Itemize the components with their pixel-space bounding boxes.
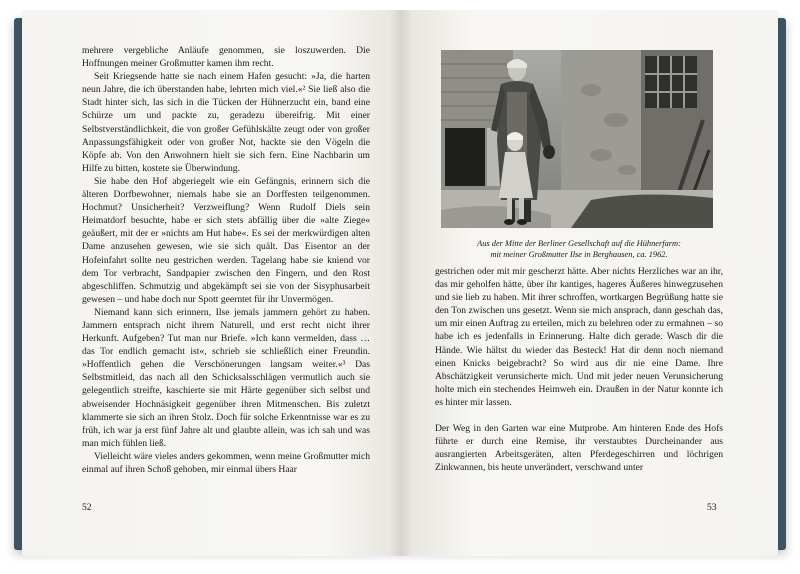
caption-line: mit meiner Großmutter Ilse in Berghausen, ca. 1962. [490, 250, 668, 259]
page-number: 52 [82, 502, 92, 513]
right-page-text [435, 265, 723, 474]
paragraph: Sie habe den Hof abgeriegelt wie ein Gefängnis, erinnern sich die älteren Dorfbewohner, niemals habe sie an Dorffesten teilgenommen. Hochmut? Unsicherheit? Verzweiflung? Wenn Rudolf Diels sein Heimatdorf besuchte, habe er sich stets abfällig über die »alte Ziege« geäußert, mit der er »nichts am Hut habe«. Es sei der merkwürdigen alten Dame anzusehen gewesen, wie sie sich quält. Das Eisentor an der Hofeinfahrt sollte neu gestrichen werden. Tagelang habe sie kniend vor dem Tor verbracht, Sandpapier zwischen den Fingern, und den Rost abgeschliffen. Schmutzig und abgekämpft sei sie von der Sisyphusarbeit gewesen – und habe doch nur Spott geerntet für ihr Unvermögen. [82, 175, 370, 305]
left-page-text [82, 44, 370, 476]
paragraph: mehrere vergebliche Anläufe genommen, sie loszuwerden. Die Hoffnungen meiner Großmutter kamen ihm recht. [82, 45, 370, 70]
paragraph: Vielleicht wäre vieles anders gekommen, wenn meine Großmutter mich einmal auf ihren Schoß gehoben, mir einmal übers Haar [82, 450, 370, 475]
paragraph: gestrichen oder mit mir gescherzt hätte. Aber nichts Herzliches war an ihr, das mir geholfen hätte, über ihr kantiges, hageres Äußeres hinwegzusehen und sie lieb zu haben. Mit ihrer schroffen, wortkargen Begrüßung hatte sie den Ton zwischen uns gesetzt. Wenn sie mich ansprach, dann geschah das, um mir einen Auftrag zu erteilen, mich zu belehren oder zu ermahnen – so habe ich es jedenfalls in Erinnerung. Halte dich gerade. Wasch dir die Hände. Wie hältst du wieder das Besteck! Hat dir denn noch niemand einen Knicks beigebracht? So wird aus dir nie eine Dame. Ihre Abschätzigkeit verunsicherte mich. Und mit jeder neuen Verunsicherung holte mich ein stechendes Heimweh ein. Draußen in der Natur konnte ich es hinter mir lassen. [435, 266, 723, 408]
open-book [14, 10, 786, 556]
photo-caption [435, 238, 723, 260]
paragraph: Niemand kann sich erinnern, Ilse jemals jammern gehört zu haben. Jammern entsprach nicht ihrem Naturell, und erst recht nicht ihrer Herkunft. Aufgeben? Tut man nur Briefe. »Ich kann vermelden, dass … das Tor endlich gemacht ist«, schrieb sie schließlich einer Freundin. »Hoffentlich gehen die Verschönerungen langsam weiter.«³ Das Selbstmitleid, das nach all den Schicksalsschlägen vermutlich auch sie gelegentlich streifte, kaschierte sie mit Härte gegenüber sich selbst und abweisender Hochnäsigkeit gegenüber ihren Mitmenschen. Bis zuletzt klammerte sie sich an ihren Stolz. Doch für solche Erkenntnisse war es zu früh, ich war ja erst fünf Jahre alt und glaubte allein, was ich sah und was man mich fühlen ließ. [82, 306, 370, 449]
paragraph: Seit Kriegsende hatte sie nach einem Hafen gesucht: »Ja, die harten neun Jahre, die ich überstanden habe, lehrten mich viel.«² Sie ließ also die Stadt hinter sich, las sich in die Tücken der Hühnerzucht ein, band eine Schürze um und packte zu, geradezu übereifrig. Mit einer Selbstverständlichkeit, die von großer Gefühlskälte zeugt oder von großer Anpassungsfähigkeit oder von großer Not, hackte sie den Vögeln die Köpfe ab. Von den Anwohnern hielt sie sich fern. Eine Nachbarin um Hilfe zu bitten, kostete sie Überwindung. [82, 71, 370, 174]
left-page [22, 10, 401, 556]
right-page [401, 10, 778, 556]
page-number: 53 [707, 502, 717, 513]
paragraph: Der Weg in den Garten war eine Mutprobe. Am hinteren Ende des Hofs führte er durch eine Remise, ihr verstaubtes Durcheinander aus ausrangierten Arbeitsgeräten, alten Pferdegeschirren und löchrigen Zinkwannen, bis heute unverändert, verschwand unter [435, 423, 723, 474]
photo-grandmother-and-child [441, 50, 713, 228]
caption-line: Aus der Mitte der Berliner Gesellschaft auf die Hühnerfarm: [477, 239, 681, 248]
